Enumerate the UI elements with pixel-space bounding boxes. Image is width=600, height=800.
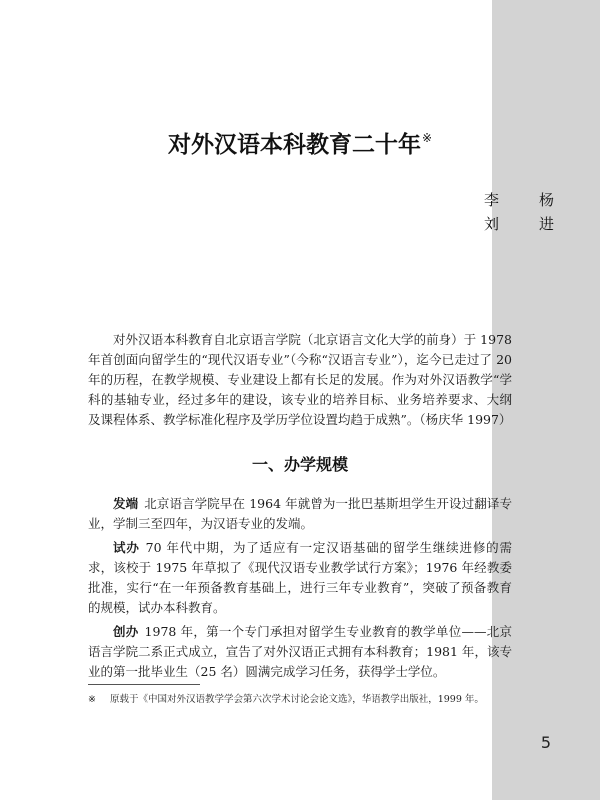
section-body: [88, 494, 512, 686]
abstract: [88, 330, 512, 430]
abstract-paragraph: 对外汉语本科教育自北京语言学院（北京语言文化大学的前身）于 1978 年首创面向留学生的“现代汉语专业”（今称“汉语言专业”），迄今已走过了 20 年的历程，在教学规模、专业建设上都有长足的发展。作为对外汉语教学“学科的基轴专业，经过多年的建设，该专业的培养目标、业务培养要求、大纲及课程体系、教学标准化程序及学历学位设置均趋于成熟”。（杨庆华 1997）: [88, 332, 512, 427]
author-given-name: 杨: [538, 191, 554, 209]
footnote-divider: [88, 684, 200, 685]
footnote: [88, 693, 528, 707]
body-paragraph: [88, 538, 512, 618]
body-paragraph: [88, 494, 512, 534]
author-surname: 李: [484, 191, 500, 209]
footnote-text: 原载于《中国对外汉语教学学会第六次学术讨论会论文选》，华语教学出版社，1999 年。: [109, 694, 484, 705]
paragraph-text: 70 年代中期，为了适应有一定汉语基础的留学生继续进修的需求，该校于 1975 年草拟了《现代汉语专业教学试行方案》；1976 年经教委批准，实行“在一年预备教育基础上，进行三年专业教育”，突破了预备教育的规模，试办本科教育。: [88, 540, 512, 615]
title-text: 对外汉语本科教育二十年: [167, 132, 421, 158]
footnote-mark: ※: [88, 694, 96, 705]
paragraph-text: 北京语言学院早在 1964 年就曾为一批巴基斯坦学生开设过翻译专业，学制三至四年，为汉语专业的发端。: [88, 496, 512, 531]
paragraph-lead: 创办: [113, 624, 139, 639]
paragraph-lead: 试办: [113, 540, 140, 555]
body-paragraph: [88, 622, 512, 682]
author-list: [484, 188, 554, 236]
author-given-name: 进: [538, 215, 554, 233]
author-surname: 刘: [484, 215, 500, 233]
author-1: [484, 188, 554, 212]
article-title: [0, 126, 600, 159]
paragraph-lead: 发端: [113, 496, 139, 511]
author-2: [484, 212, 554, 236]
title-footnote-mark: ※: [421, 131, 433, 145]
page-number: 5: [540, 733, 552, 752]
section-heading: 一、办学规模: [251, 455, 348, 474]
paragraph-text: 1978 年，第一个专门承担对留学生专业教育的教学单位——北京语言学院二系正式成立，宣告了对外汉语正式拥有本科教育；1981 年，该专业的第一批毕业生（25 名）圆满完成学习任务，获得学士学位。: [88, 624, 512, 679]
